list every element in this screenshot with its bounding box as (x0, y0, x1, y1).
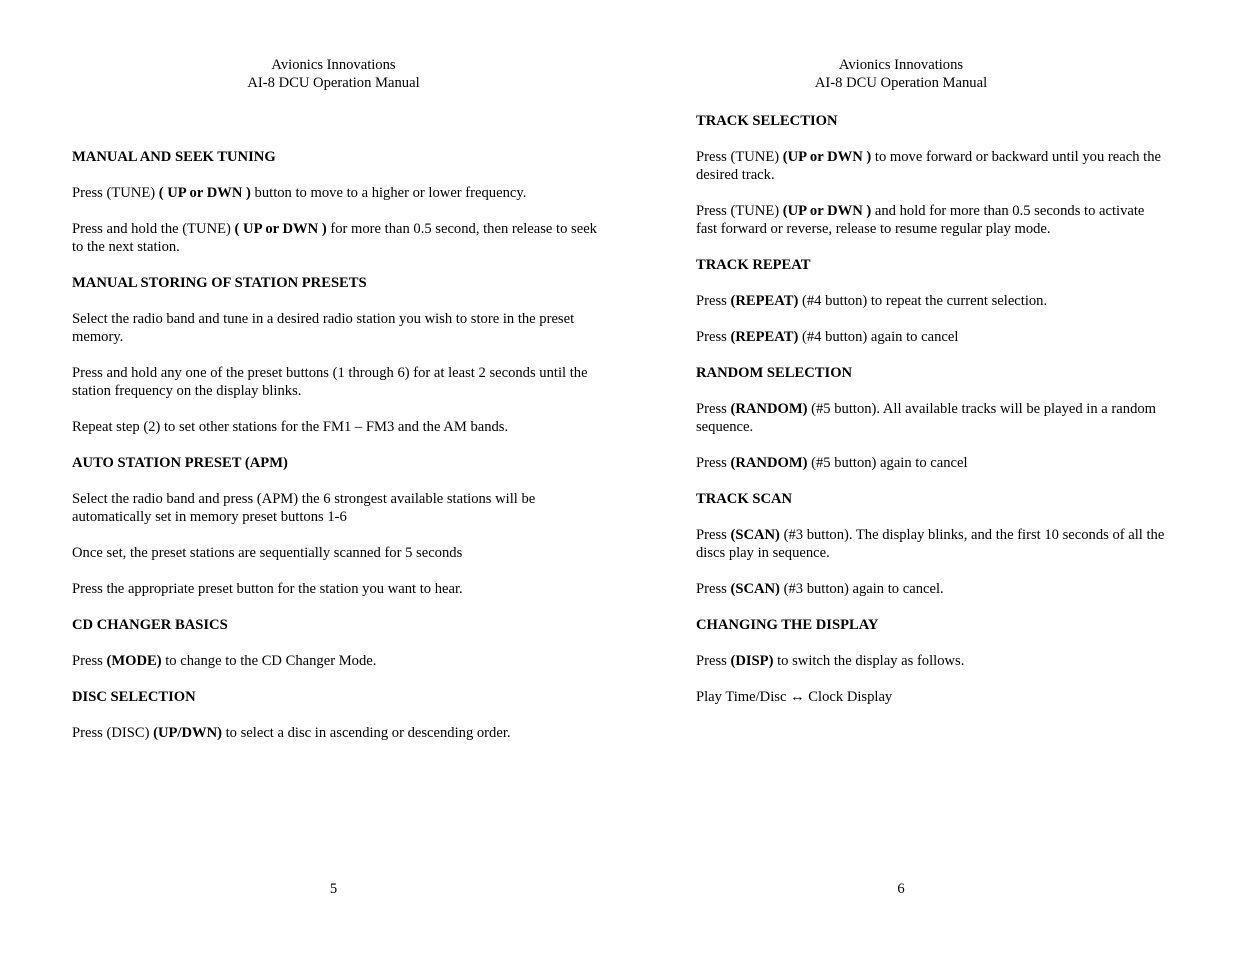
button-reference: (REPEAT) (730, 293, 799, 309)
text-run: and hold for more than 0.5 seconds to activate fast forward or reverse, release to resume regular play mode. (696, 203, 1145, 237)
button-reference: (DISP) (730, 653, 774, 669)
section-paragraph (72, 418, 597, 436)
section-paragraph (72, 220, 597, 256)
text-run: Press (696, 527, 731, 543)
text-run: (#3 button). The display blinks, and the first 10 seconds of all the discs play in sequence. (696, 527, 1165, 561)
text-run: Press (696, 653, 731, 669)
text-run: (#5 button) again to cancel (807, 455, 968, 471)
page-number: 6 (897, 881, 905, 897)
section-paragraph (696, 202, 1166, 238)
text-run: (#4 button) again to cancel (798, 329, 959, 345)
text-run: Press the appropriate preset button for the station you want to hear. (72, 581, 463, 597)
text-run: Repeat step (2) to set other stations for the FM1 – FM3 and the AM bands. (72, 419, 509, 435)
section-paragraph (72, 364, 597, 400)
text-run: Press (696, 581, 731, 597)
section-heading: MANUAL AND SEEK TUNING (72, 149, 276, 165)
section-paragraph (72, 652, 597, 670)
header-title: AI-8 DCU Operation Manual (814, 75, 988, 91)
text-run: Press and hold the (TUNE) (72, 221, 235, 237)
text-run: to switch the display as follows. (773, 653, 965, 669)
button-reference: (RANDOM) (730, 455, 808, 471)
text-run: (#5 button). All available tracks will be played in a random sequence. (696, 401, 1157, 435)
section-paragraph (72, 490, 597, 526)
text-run: Press (TUNE) (696, 203, 783, 219)
button-reference: (UP or DWN ) (782, 203, 872, 219)
text-run: Press and hold any one of the preset buttons (1 through 6) for at least 2 seconds until the station frequency on the display blinks. (72, 365, 588, 399)
header-company: Avionics Innovations (838, 57, 964, 73)
section-paragraph (696, 400, 1166, 436)
section-heading: TRACK SCAN (696, 491, 793, 507)
text-run: Once set, the preset stations are sequentially scanned for 5 seconds (72, 545, 463, 561)
section-paragraph (696, 652, 1166, 670)
section-paragraph (696, 148, 1166, 184)
text-run: Select the radio band and press (APM) the 6 strongest available stations will be automatically set in memory preset buttons 1-6 (72, 491, 536, 525)
text-run: Press (TUNE) (72, 185, 159, 201)
section-paragraph (696, 580, 1166, 598)
text-run: Press (696, 455, 731, 471)
section-paragraph (696, 292, 1166, 310)
text-run: button to move to a higher or lower frequency. (250, 185, 527, 201)
section-heading: AUTO STATION PRESET (APM) (72, 455, 288, 471)
section-heading: TRACK SELECTION (696, 113, 838, 129)
section-paragraph (72, 310, 597, 346)
text-run: (#4 button) to repeat the current selection. (798, 293, 1048, 309)
header-company: Avionics Innovations (271, 57, 396, 73)
section-paragraph (72, 544, 597, 562)
left-page (72, 0, 597, 954)
button-reference: ( UP or DWN ) (234, 221, 327, 237)
section-heading: DISC SELECTION (72, 689, 196, 705)
text-run: to select a disc in ascending or descending order. (221, 725, 511, 741)
section-paragraph (72, 184, 597, 202)
text-run: Select the radio band and tune in a desired radio station you wish to store in the preset memory. (72, 311, 575, 345)
section-heading: CHANGING THE DISPLAY (696, 617, 879, 633)
section-paragraph (72, 580, 597, 598)
section-heading: TRACK REPEAT (696, 257, 811, 273)
text-run: Press (72, 653, 107, 669)
text-run: Press (696, 329, 731, 345)
text-run: Press (696, 293, 731, 309)
button-reference: (UP or DWN ) (782, 149, 872, 165)
text-run: to change to the CD Changer Mode. (161, 653, 377, 669)
text-run: Press (696, 401, 731, 417)
section-heading: CD CHANGER BASICS (72, 617, 228, 633)
section-paragraph (72, 724, 597, 742)
text-run: Press (TUNE) (696, 149, 783, 165)
button-reference: (RANDOM) (730, 401, 808, 417)
button-reference: (SCAN) (730, 581, 780, 597)
text-run: (#3 button) again to cancel. (779, 581, 944, 597)
button-reference: (REPEAT) (730, 329, 799, 345)
section-heading: MANUAL STORING OF STATION PRESETS (72, 275, 367, 291)
button-reference: (SCAN) (730, 527, 780, 543)
text-run: Press (DISC) (72, 725, 154, 741)
section-paragraph (696, 688, 1166, 706)
page-content (72, 148, 597, 760)
header-title: AI-8 DCU Operation Manual (247, 75, 420, 91)
button-reference: (MODE) (106, 653, 162, 669)
section-heading: RANDOM SELECTION (696, 365, 853, 381)
right-page (696, 0, 1166, 954)
page-header (72, 56, 595, 92)
text-run: for more than 0.5 second, then release to seek to the next station. (72, 221, 597, 255)
page-content (696, 112, 1166, 724)
page-header (696, 56, 1106, 92)
text-run: to move forward or backward until you reach the desired track. (696, 149, 1161, 183)
button-reference: (UP/DWN) (153, 725, 222, 741)
section-paragraph (696, 454, 1166, 472)
text-run: Play Time/Disc ↔ Clock Display (696, 689, 893, 705)
section-paragraph (696, 328, 1166, 346)
button-reference: ( UP or DWN ) (158, 185, 251, 201)
page-number: 5 (329, 881, 338, 897)
section-paragraph (696, 526, 1166, 562)
